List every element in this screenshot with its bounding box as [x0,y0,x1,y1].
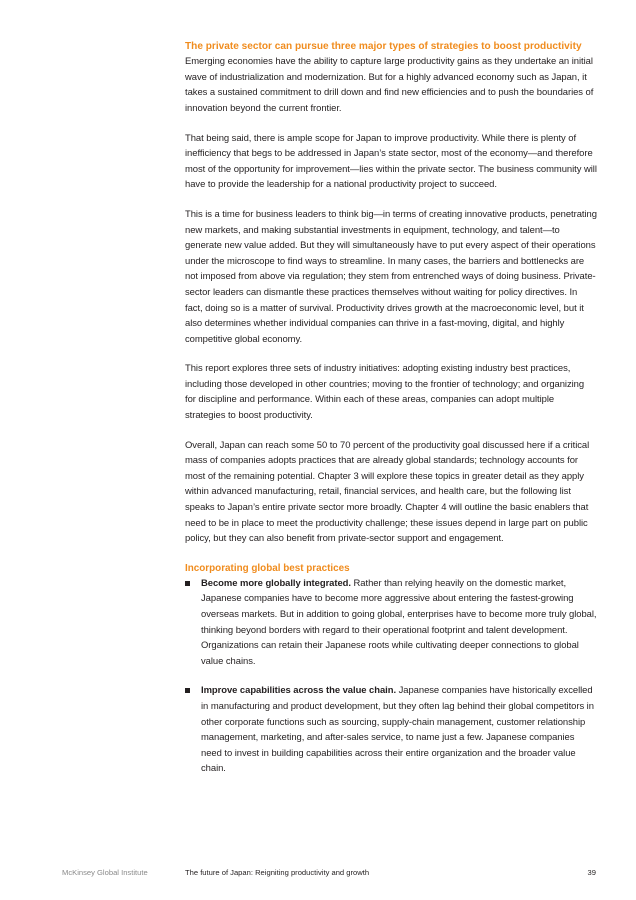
square-bullet-icon [185,581,190,586]
bullet-body-text: Rather than relying heavily on the domestic market, Japanese companies have to become more aggressive about entering the fastest-growing overseas markets. But in addition to going global, enterprises have to become more truly global, thinking beyond borders with regard to their operational footprint and talent development. Organizations can retain their Japanese roots while cultivating deeper connections to global value chains. [201,577,597,667]
subsection-heading: Incorporating global best practices [185,562,350,574]
bullet-lead-text: Become more globally integrated. [201,577,351,589]
footer-report-title: The future of Japan: Reigniting productivity and growth [185,868,370,877]
bullet-item [185,683,597,777]
page-number: 39 [587,868,596,877]
body-paragraph: That being said, there is ample scope for Japan to improve productivity. While there is plenty of inefficiency that begs to be addressed in Japan’s state sector, most of the economy—and therefore most of the opportunity for improvement—lies within the private sector. The business community will have to provide the leadership for a national productivity project to succeed. [185,132,597,191]
square-bullet-icon [185,688,190,693]
section-heading: The private sector can pursue three major types of strategies to boost productivity [185,41,582,52]
body-paragraph: Emerging economies have the ability to capture large productivity gains as they undertake an initial wave of industrialization and modernization. But for a highly advanced economy such as Japan, it takes a sustained commitment to drill down and find new efficiencies and to push the boundaries of innovation beyond the current frontier. [185,56,594,114]
body-paragraph: Overall, Japan can reach some 50 to 70 percent of the productivity goal discussed here if a critical mass of companies adopts practices that are already global standards; technology accounts for most of the remaining potential. Chapter 3 will explore these topics in greater detail as they apply within advanced manufacturing, retail, financial services, and health care, but the following list speaks to Japan’s entire private sector more broadly. Chapter 4 will outline the basic enablers that need to be in place to meet the productivity challenge; these issues depend in large part on public policy, but they can also benefit from private-sector support and engagement. [185,439,590,545]
bullet-list [185,576,597,777]
bullet-lead-text: Improve capabilities across the value chain. [201,685,397,697]
body-paragraph: This report explores three sets of industry initiatives: adopting existing industry best practices, including those developed in other countries; moving to the frontier of technology; and organizing for discipline and performance. Within each of these areas, companies can adopt multiple strategies to boost productivity. [185,363,585,422]
main-content [185,39,597,777]
body-paragraph: This is a time for business leaders to think big—in terms of creating innovative products, penetrating new markets, and making substantial investments in equipment, technology, and talent—to generate new value added. But they will simultaneously have to put every aspect of their operations under the microscope to find ways to streamline. In many cases, the barriers and bottlenecks are not imposed from above via regulation; they stem from entrenched ways of doing business. Private-sector leaders can dismantle these practices themselves without waiting for policy directives. In fact, doing so is a matter of survival. Productivity drives growth at the macroeconomic level, but it also determines whether individual companies can thrive in a fast-moving, digital, and highly competitive global economy. [185,208,597,345]
footer-publisher: McKinsey Global Institute [62,868,148,877]
bullet-body-text: Japanese companies have historically excelled in manufacturing and product development, but they often lag behind their global competitors in other corporate functions such as sourcing, supply-chain management, customer relationship management, marketing, and after-sales service, to name just a few. Japanese companies need to invest in building capabilities across their entire organization and the broader value chain. [201,685,594,775]
bullet-item [185,576,597,670]
